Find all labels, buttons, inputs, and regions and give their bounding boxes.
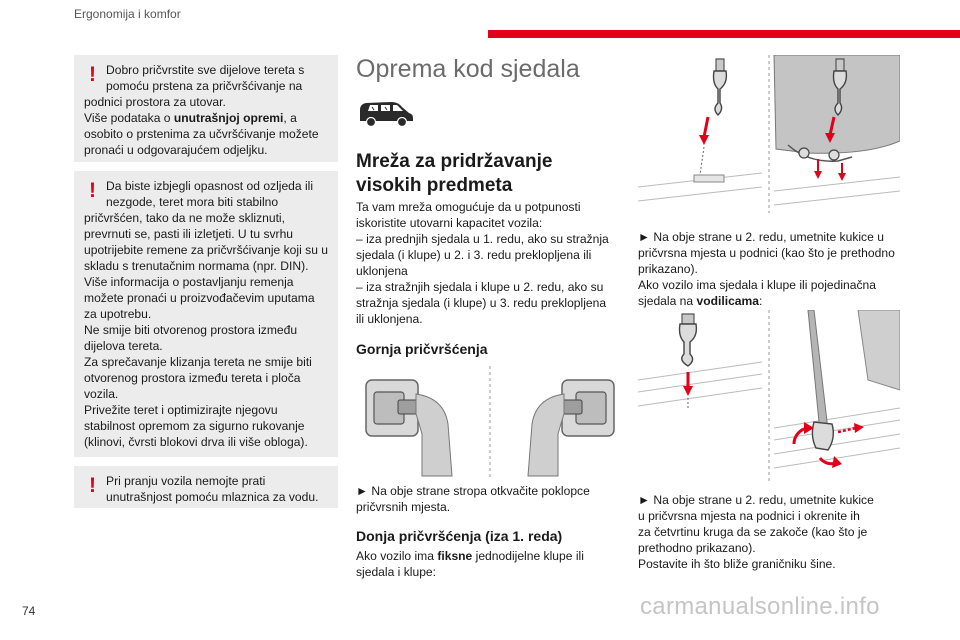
- rail-seat-instruction: ► Na obje strane u 2. redu, umetnite kukice u pričvrsna mjesta na podnici i okrenite ih za četvrtinu kruga da se zakoče (kao što je prethodno prikazano). Postavite ih što bliže graničniku šine.: [638, 493, 874, 571]
- warning-text-line: pričvršćen, tako da ne može skliznuti,: [84, 211, 285, 225]
- warning-text-line: možete pronaći u proizvođačevim uputama: [84, 291, 315, 305]
- warning-text-line: dijelova tereta.: [84, 339, 163, 353]
- warning-box-straps: [74, 171, 338, 457]
- warning-text-line: prevrnuti se, pasti ili izletjeti. U tu svrhu: [84, 227, 294, 241]
- section-title: Ergonomija i komfor: [74, 7, 181, 21]
- van-icon: [356, 98, 416, 128]
- warning-text-line: vozila.: [84, 387, 119, 401]
- warning-text-line: pomoću prstena za pričvršćivanje na: [106, 79, 303, 93]
- fixed-seat-instruction: ► Na obje strane u 2. redu, umetnite kukice u pričvrsna mjesta u podnici (kao što je prethodno prikazano). Ako vozilo ima sjedala i klupe ili pojedinačna sjedala na vodilicama:: [638, 230, 895, 308]
- warning-text-line: osobito o prstenima za učvršćivanje možete: [84, 127, 319, 141]
- floor-hook-figure-fixed: [638, 55, 900, 215]
- exclamation-icon: !: [89, 179, 96, 202]
- warning-text-line: (klinovi, čvrsti blokovi drva ili više obloga).: [84, 435, 308, 449]
- warning-text-line: Pri pranju vozila nemojte prati: [106, 474, 266, 488]
- bold-term-rails: vodilicama: [696, 294, 760, 308]
- warning-text-line: otvorenog prostora između tereta i ploča: [84, 371, 301, 385]
- warning-text-line: Da biste izbjegli opasnost od ozljeda ili: [106, 179, 314, 193]
- warning-text-line: pronaći u odgovarajućem odjeljku.: [84, 143, 268, 157]
- warning-text-line: upotrijebite remene za pričvršćivanje koji su u: [84, 243, 329, 257]
- bold-link-term: unutrašnjoj opremi: [173, 111, 284, 125]
- rail-hook-figure: [638, 310, 900, 486]
- header-accent-bar: [488, 30, 960, 38]
- upper-anchorage-figure: [356, 364, 624, 480]
- exclamation-icon: !: [89, 474, 96, 497]
- warning-text-line: podnici prostora za utovar.: [84, 95, 226, 109]
- warning-text-line: stabilnost opremom za sigurno rukovanje: [84, 419, 305, 433]
- warning-text-line: Privežite teret i optimizirajte njegovu: [84, 403, 278, 417]
- bold-term-fixed: fiksne: [437, 549, 473, 563]
- lower-anchorages-paragraph: Ako vozilo ima fiksne jednodijelne klupe ili sjedala i klupe:: [356, 549, 584, 579]
- warning-text-line: Ne smije biti otvorenog prostora između: [84, 323, 298, 337]
- watermark: carmanualsonline.info: [640, 593, 880, 620]
- warning-text-line: za upotrebu.: [84, 307, 152, 321]
- warning-text-line: Za sprečavanje klizanja tereta ne smije biti: [84, 355, 312, 369]
- page-number: 74: [22, 604, 36, 618]
- upper-anchorages-instruction: ► Na obje strane stropa otkvačite poklopce pričvrsnih mjesta.: [356, 484, 590, 514]
- warning-box-cargo: [74, 55, 338, 162]
- warning-text-line: Više podataka o unutrašnjoj opremi, a: [84, 111, 297, 125]
- section-heading: Mreža za pridržavanje visokih predmeta: [356, 151, 553, 196]
- page-title: Oprema kod sjedala: [356, 55, 580, 83]
- warning-text-line: skladu s trenutačnim normama (npr. DIN).: [84, 259, 309, 273]
- warning-text-line: nezgode, teret mora biti stabilno: [106, 195, 279, 209]
- warning-text-line: unutrašnjost pomoću mlaznica za vodu.: [106, 490, 319, 504]
- subheading-lower-anchorages: Donja pričvršćenja (iza 1. reda): [356, 528, 563, 544]
- exclamation-icon: !: [89, 63, 96, 86]
- subheading-upper-anchorages: Gornja pričvršćenja: [356, 341, 488, 357]
- warning-text-line: Dobro pričvrstite sve dijelove tereta s: [106, 63, 305, 77]
- intro-paragraph: Ta vam mreža omogućuje da u potpunosti iskoristite utovarni kapacitet vozila: – iza prednjih sjedala u 1. redu, ako su stražnja sjedala (i klupe) u 2. i 3. redu preklopljena ili uklonjena – iza stražnjih sjedala i klupe u 2. redu, ako su stražnja sjedala (i klupe) u 3. redu preklopljena ili uklonjena.: [356, 200, 609, 326]
- warning-text-line: Više informacija o postavljanju remenja: [84, 275, 294, 289]
- warning-box-washing: [74, 466, 338, 508]
